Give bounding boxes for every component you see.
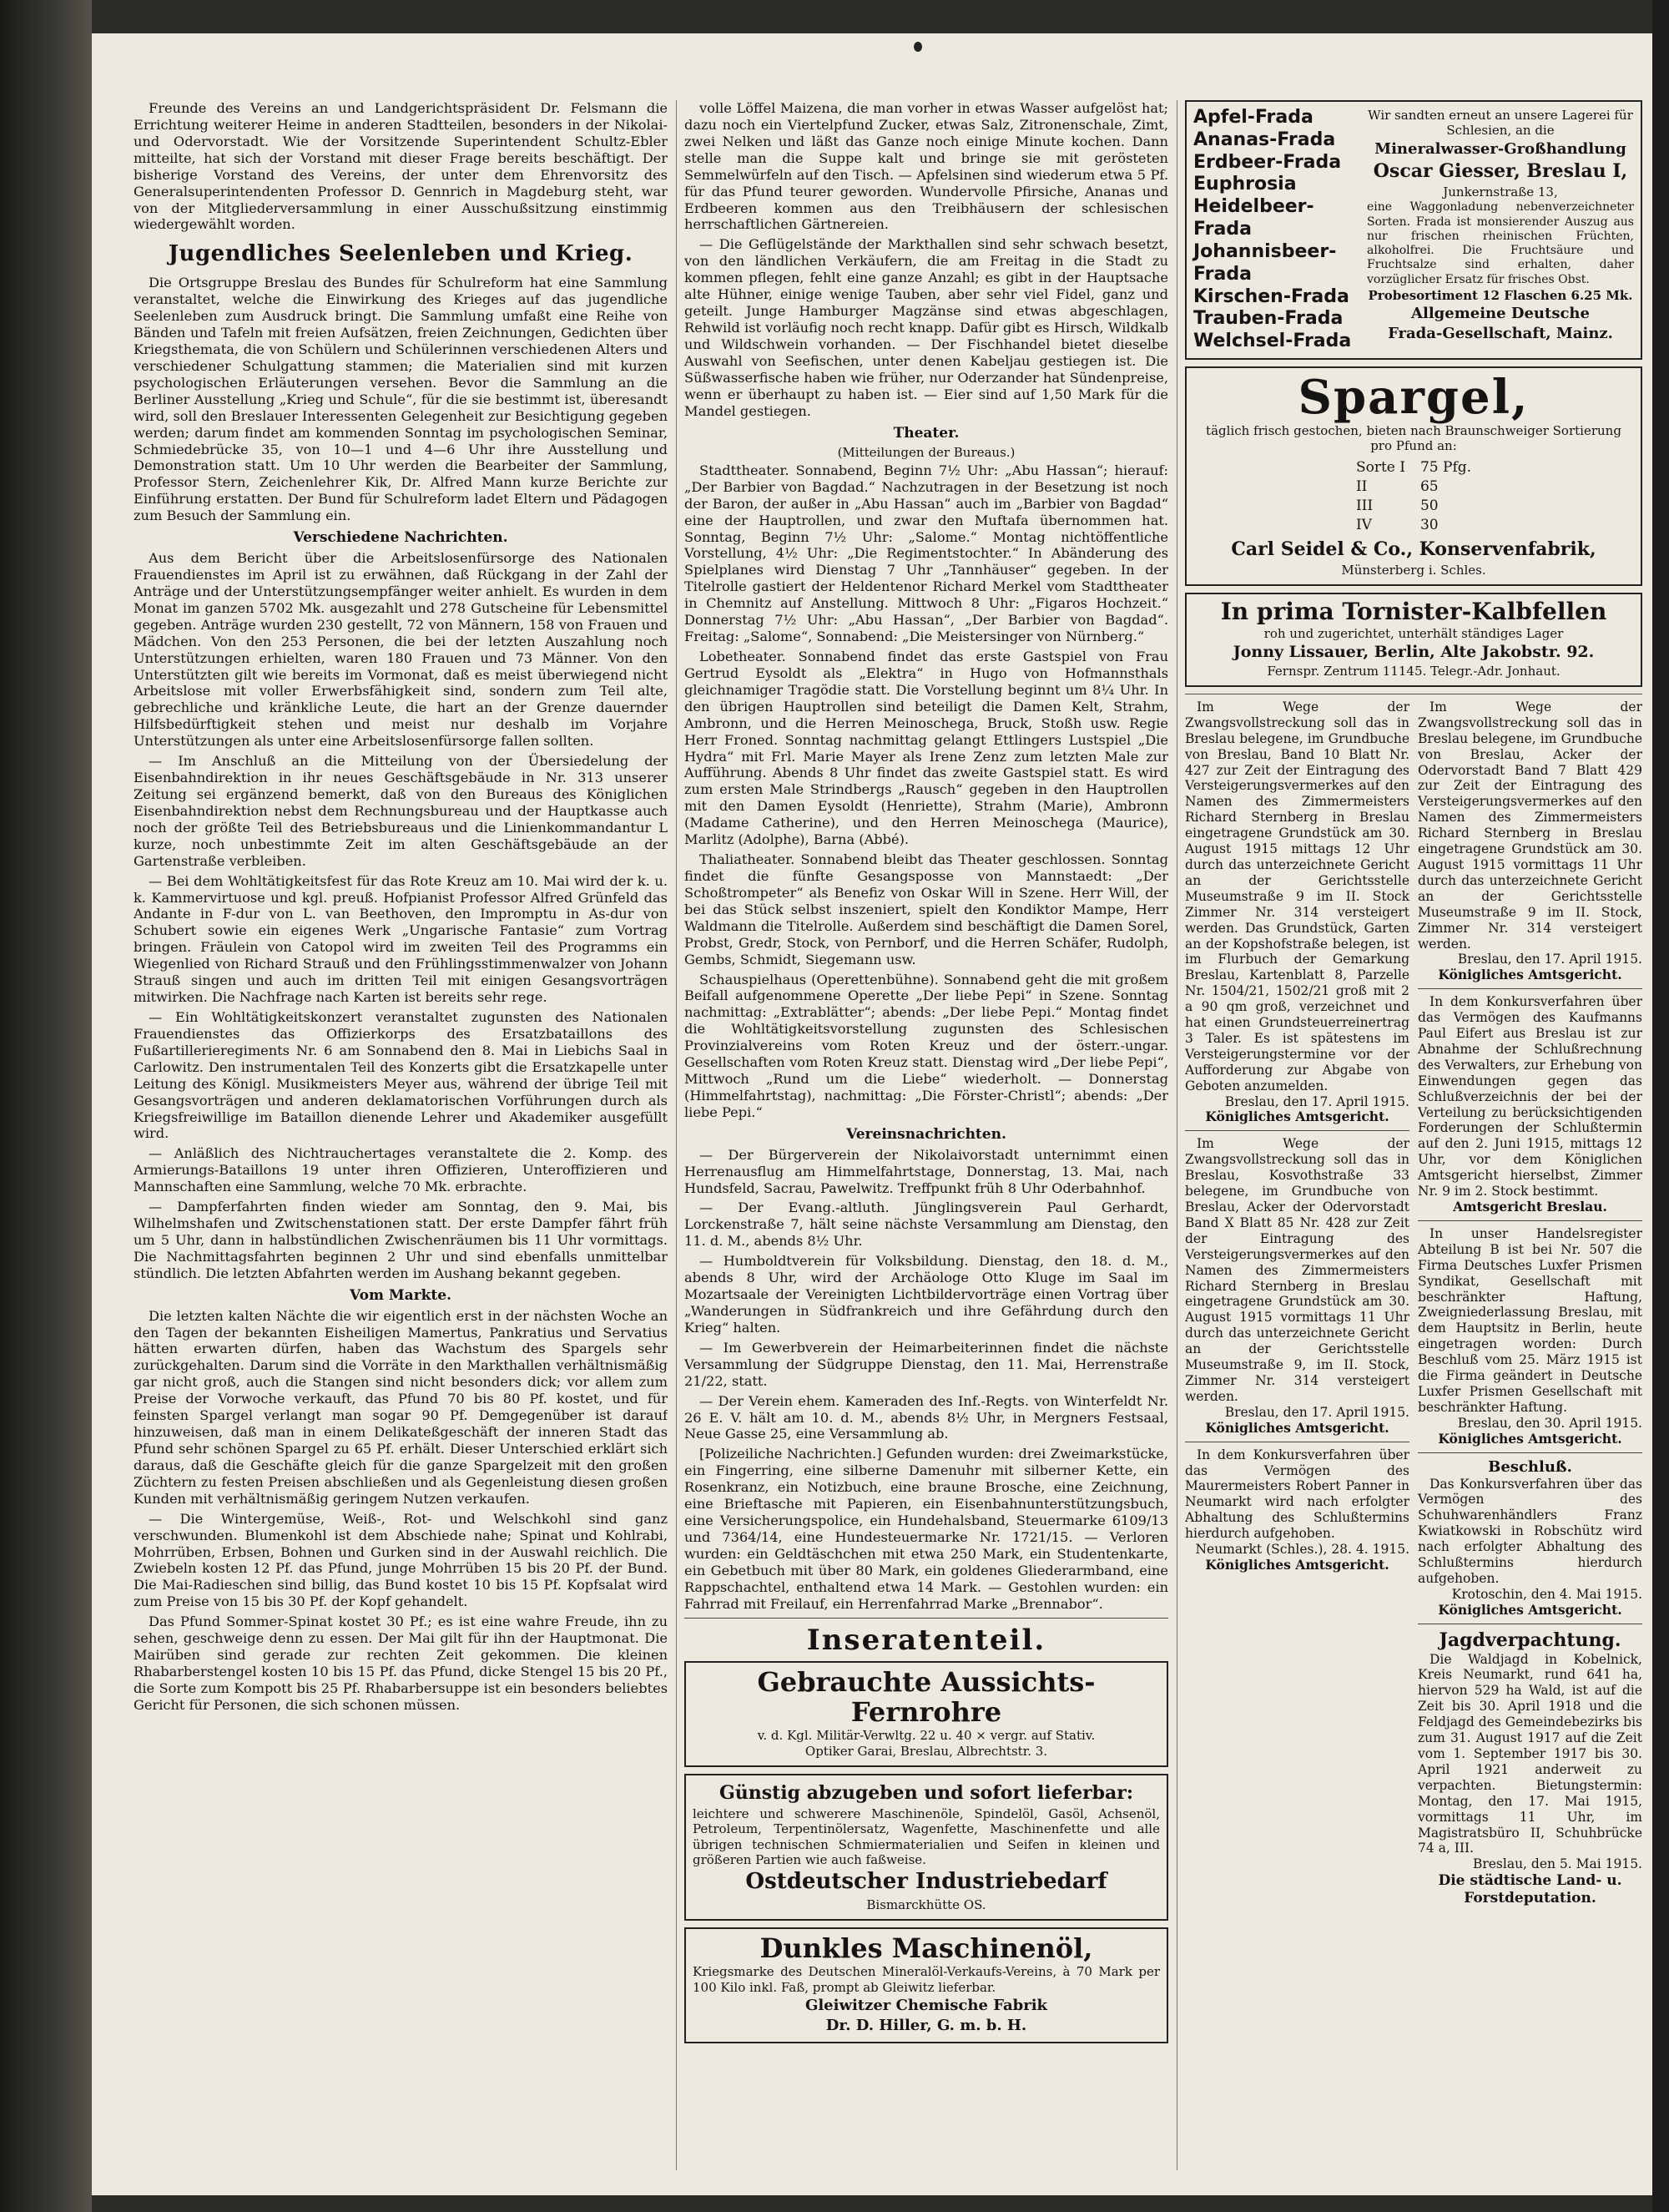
advert-firm: Jonny Lissauer, Berlin, Alte Jakobstr. 92. — [1233, 643, 1595, 662]
article-text: Das Pfund Sommer-Spinat kostet 30 Pf.; es ist eine wahre Freude, ihn zu sehen, geschweige denn zu essen. Der Mai gilt für ihn der Hauptmonat. Die Mairüben sind gerade zur rechten Zeit gekommen. Die kleinen Rhabarberstengel kosten 10 bis 15 Pf. das Pfund, dicke Stengel 15 bis 20 Pf., die Sorte zum Kompott bis 25 Pf. Rhabarbersuppe ist ein besonders beliebtes Gericht für Personen, die sich schonen müssen. — [134, 1614, 668, 1713]
table-cell: II — [1355, 477, 1368, 495]
article-text: Die Ortsgruppe Breslau des Bundes für Schulreform hat eine Sammlung veranstaltet, welche die Einwirkung des Krieges auf das jugendliche Seelenleben zum Ausdruck bringt. Die Sammlung umfaßt eine Reihe von Bänden und Tafeln mit freien Aufsätzen, freien Zeichnungen, Gedichten über Kriegsthemata, die von Schülern und Schülerinnen verschiedenen Alters und verschiedener Schulgattung stammen; die Materialien sind mit kurzen psychologischen Erläuterungen versehen. Bevor die Sammlung an die Berliner Ausstellung „Krieg und Schule“, für die sie bestimmt ist, überesandt wird, soll den Breslauer Interessenten Gelegenheit zur Besichtigung gegeben werden; darum findet am kommenden Sonntag im psychologischen Seminar, Schmiedebrücke 35, von 10—1 und 4—6 Uhr ihre Ausstellung und Demonstration statt. Um 10 Uhr werden die Bearbeiter der Sammlung, Professor Stern, Zeichenlehrer Kik, Dr. Alfred Mann kurze Berichte zur Einführung erstatten. Der Bund für Schulreform ladet Eltern und Pädagogen zum Besuch der Sammlung ein. — [134, 275, 668, 524]
advert-text: v. d. Kgl. Militär-Verwltg. 22 u. 40 × vergr. auf Stativ. — [757, 1727, 1096, 1743]
table-cell: 65 — [1419, 477, 1439, 495]
section-heading: Vom Markte. — [349, 1286, 452, 1304]
notice-signature: Königliches Amtsgericht. — [1438, 1601, 1622, 1618]
notice-text: Im Wege der Zwangsvollstreckung soll das in Breslau, Kosvothstraße 33 belegene, im Grundbuche von Breslau, Acker der Odervorstadt Band X Blatt 85 Nr. 428 zur Zeit der Eintragung des Versteigerungsvermerkes auf den Namen des Zimmermeisters Richard Sternberg in Breslau eingetragene Grundstück am 30. August 1915 vormittags 11 Uhr durch das unterzeichnete Gericht an der Gerichtsstelle Museumstraße 9, im II. Stock, Zimmer Nr. 314 versteigert werden. — [1185, 1136, 1409, 1404]
advert-frada — [1185, 100, 1642, 360]
article-text: Lobetheater. Sonnabend findet das erste Gastspiel von Frau Gertrud Eysoldt als „Elektra“ in Hugo von Hofmannsthals gleichnamiger Tragödie statt. Die Vorstellung beginnt um 8¼ Uhr. In den übrigen Hauptrollen sind beteiligt die Damen Kelt, Strahm, Ambronn, und die Herren Meinoschega, Bruck, Stoßh usw. Regie Herr Froned. Sonntag nachmittag gelangt Ettlingers Lustspiel „Die Hydra“ mit Frl. Marie Mayer als Irene Zenz zum letzten Male zur Aufführung. Abends 8 Uhr findet das zweite Gastspiel statt. Es wird zum ersten Male Strindbergs „Rausch“ gegeben in den Hauptrollen mit den Damen Eysoldt (Henriette), Strahm (Marie), Ambronn (Madame Catherine), und den Herren Meinoschega (Maurice), Marlitz (Adolphe), Barna (Abbé). — [684, 649, 1168, 848]
advert-title: Gebrauchte Aussichts-Fernrohre — [757, 1666, 1096, 1728]
divider — [1185, 1130, 1409, 1131]
advert-oils — [684, 1774, 1168, 1921]
article-text: — Die Wintergemüse, Weiß-, Rot- und Welschkohl sind ganz verschwunden. Blumenkohl ist dem Abschiede nahe; Spinat und Kohlrabi, Mohrrüben, Erbsen, Bohnen und Gurken sind in der Auswahl reichlich. Die Zwiebeln kosten 12 Pf. das Pfund, junge Mohrrüben 15 bis 20 Pf. der Bund. Die Mai-Radieschen sind billig, das Bund kostet 10 bis 15 Pf. Kopfsalat wird zum Preise von 15 bis 30 Pf. der Kopf gehandelt. — [134, 1510, 668, 1610]
advert-firm: Gleiwitzer Chemische Fabrik — [804, 1996, 1048, 2014]
advert-text: roh und zugerichtet, unterhält ständiges Lager — [1263, 625, 1564, 641]
notice-text: Die Waldjagd in Kobelnick, Kreis Neumarkt, rund 641 ha, hiervon 529 ha Wald, ist auf die Zeit bis 30. April 1918 und die Feldjagd des Gemeindebezirks bis zum 31. August 1917 auf die Zeit vom 1. September 1917 bis 30. April 1921 anderweit zu verpachten. Bietungstermin: Montag, den 17. Mai 1915, vormittags 11 Uhr, im Magistratsbüro II, Schuhbrücke 74 a, III. — [1418, 1651, 1642, 1856]
notice-date: Krotoschin, den 4. Mai 1915. — [1451, 1586, 1642, 1602]
advert-text: Kriegsmarke des Deutschen Mineralöl-Verkaufs-Vereins, à 70 Mark per 100 Kilo inkl. Faß, prompt ab Gleiwitz lieferbar. — [693, 1964, 1160, 1995]
price-table — [1348, 457, 1480, 536]
notice-text: Das Konkursverfahren über das Vermögen des Schuhwarenhändlers Franz Kwiatkowski in Robschütz wird nach erfolgter Abhaltung des Schlußtermins hierdurch aufgehoben. — [1418, 1476, 1642, 1586]
article-text: — Im Gewerbverein der Heimarbeiterinnen findet die nächste Versammlung der Südgruppe Dienstag, den 11. Mai, Herrenstraße 21/22, statt. — [684, 1339, 1168, 1389]
notice-date: Breslau, den 17. April 1915. — [1457, 952, 1642, 967]
article-text: — Dampferfahrten finden wieder am Sonntag, den 9. Mai, bis Wilhelmshafen und Zwitschenstationen statt. Der erste Dampfer fährt früh um 5 Uhr, dann in halbstündlichen Zwischenräumen bis 11 Uhr vormittags. Die Nachmittagsfahrten beginnen 2 Uhr und sind ebenfalls unmittelbar stündlich. Die letzten Abfahrten werden im Aushang bekannt gegeben. — [134, 1199, 668, 1281]
column-rule — [676, 100, 677, 2170]
table-row — [1349, 459, 1478, 477]
table-cell: 30 — [1419, 516, 1439, 533]
notice-date: Breslau, den 17. April 1915. — [1224, 1404, 1409, 1420]
advert-telescopes — [684, 1661, 1168, 1766]
notice-date: Breslau, den 5. Mai 1915. — [1472, 1856, 1642, 1872]
article-heading: Jugendliches Seelenleben und Krieg. — [168, 241, 633, 267]
article-text: — Die Geflügelstände der Markthallen sind sehr schwach besetzt, von den ländlichen Verkäufern, die am Freitag in die Stadt zu kommen pflegen, fehlt eine ganze Anzahl; es gibt in der Hauptsache alte Hühner, einige wenige Tauben, aber sehr viel Fidel, ganz und geteilt. Junge Hamburger Magzänse sind etwas abgeschlagen, Rehwild ist vorläufig noch recht knapp. Dafür gibt es Hirsch, Wildkalb und Wildschwein vorhanden. — Der Fischhandel bietet dieselbe Auswahl von Seefischen, unter denen Kabeljau gestiegen ist. Die Süßwasserfische haben wie früher, nur Oderzander hat Sündenpreise, wenn er überhaupt zu haben ist. — Eier sind auf 1,50 Mark für die Mandel gestiegen. — [684, 236, 1168, 419]
advert-title: Dunkles Maschinenöl, — [759, 1932, 1093, 1964]
table-cell: 75 Pfg. — [1419, 458, 1472, 476]
notice-signature: Königliches Amtsgericht. — [1205, 1556, 1389, 1573]
article-text: Freunde des Vereins an und Landgerichtspräsident Dr. Felsmann die Errichtung weiterer Heime in anderen Stadtteilen, besonders in der Nikolai- und Odervorstadt. Wie der Vorsitzende Superintendent Schultz-Ebler mitteilte, hat sich der Vorstand mit dieser Frage bereits beschäftigt. Der bisherige Vorstand des Vereins, der unter dem Ehrenvorsitz des Generalsuperintendenten Professor D. Gennrich in Magdeburg steht, war von der Mitgliederversammlung in einer Ausschußsitzung einstimmig wiedergewählt worden. — [134, 100, 668, 233]
article-text: — Der Bürgerverein der Nikolaivorstadt unternimmt einen Herrenausflug am Himmelfahrtstage, Donnerstag, 13. Mai, nach Hundsfeld, Sacrau, Pawelwitz. Treffpunkt früh 8 Uhr Oderbahnhof. — [684, 1146, 1168, 1196]
advert-text: Wir sandten erneut an unsere Lagerei für Schlesien, an die — [1368, 108, 1633, 139]
notice-title: Beschluß. — [1488, 1457, 1572, 1476]
notice-title: Jagdverpachtung. — [1439, 1629, 1621, 1651]
advert-text: Fernspr. Zentrum 11145. Telegr.-Adr. Jonhaut. — [1267, 664, 1561, 679]
table-cell: 50 — [1419, 497, 1439, 514]
advert-firm: Dr. D. Hiller, G. m. b. H. — [825, 2017, 1027, 2035]
section-heading: Theater. — [893, 424, 960, 442]
advert-text: leichtere und schwerere Maschinenöle, Spindelöl, Gasöl, Achsenöl, Petroleum, Terpentinölersatz, Wagenfette, Maschinenfette und alle übrigen technischen Schmiermaterialien und Seifen in kleinen und größeren Partien wie auch faßweise. — [693, 1805, 1160, 1868]
advert-text: Mineralwasser-Großhandlung — [1374, 139, 1626, 158]
notice-text: In dem Konkursverfahren über das Vermögen des Maurermeisters Robert Panner in Neumarkt wird nach erfolgter Abhaltung des Schlußtermins hierdurch aufgehoben. — [1185, 1447, 1409, 1542]
advert-title: Spargel, — [1298, 370, 1530, 426]
article-text: Thaliatheater. Sonnabend bleibt das Theater geschlossen. Sonntag findet die fünfte Gesangsposse von Mannstaedt: „Der Schoßtrompeter“ als Benefiz von Oskar Will in Szene. Herr Will, der bei das Stück selbst inszeniert, spielt den Kondiktor Mampe, Herr Waldmann die Titelrolle. Außerdem sind beschäftigt die Damen Sorel, Probst, Gredr, Stock, von Pernborf, und die Herren Schäfer, Rudolph, Gembs, Schmidt, Siegemann usw. — [684, 851, 1168, 967]
advert-firm: Frada-Gesellschaft, Mainz. — [1388, 325, 1613, 343]
article-text: volle Löffel Maizena, die man vorher in etwas Wasser aufgelöst hat; dazu noch ein Viertelpfund Zucker, etwas Salz, Zitronenschale, Zimt, zwei Nelken und läßt das Ganze noch einige Minute kochen. Dann stelle man die Suppe kalt und bringe sie mit gerösteten Semmelwürfeln auf den Tisch. — Apfelsinen sind wiederum etwa 5 Pf. für das Pfund teurer geworden. Wundervolle Pfirsiche, Ananas und Erdbeeren kommen aus den Treibhäusern der schlesischen herrschaftlichen Gärtnereien. — [684, 100, 1168, 233]
advert-text: Bismarckhütte OS. — [866, 1897, 986, 1913]
divider — [1418, 1220, 1642, 1221]
advert-text: eine Waggonladung nebenverzeichneter Sorten. Frada ist monsierender Auszug aus nur frischen rheinischen Früchten, alkoholfrei. Die Fruchtsäure und Fruchtsalze sind erhalten, daher vorzüglicher Ersatz für frisches Obst. — [1367, 200, 1634, 286]
notice-text: In dem Konkursverfahren über das Vermögen des Kaufmanns Paul Eifert aus Breslau ist zur Abnahme der Schlußrechnung des Verwalters, zur Erhebung von Einwendungen gegen das Schlußverzeichnis der bei der Verteilung zu berücksichtigenden Forderungen der Schlußtermin auf den 2. Juni 1915, mittags 12 Uhr, vor dem Königlichen Amtsgericht hierselbst, Zimmer Nr. 9 im 2. Stock bestimmt. — [1418, 994, 1642, 1199]
article-text: — Humboldtverein für Volksbildung. Dienstag, den 18. d. M., abends 8 Uhr, wird der Archäologe Otto Kluge im Saal im Mozartsaale der Vereinigten Lichtbildervorträge einen Vortrag über „Wanderungen in Südfrankreich und ihre Gefährdung durch den Krieg“ halten. — [684, 1253, 1168, 1336]
article-text: Schauspielhaus (Operettenbühne). Sonnabend geht die mit großem Beifall aufgenommene Operette „Der liebe Pepi“ in Szene. Sonntag nachmittag: „Extrablätter“; abends: „Der liebe Pepi.“ Montag findet die Wohltätigkeitsvorstellung zugunsten des Schlesischen Provinzialvereins vom Roten Kreuz und der österr.-ungar. Gesellschaften vom Roten Kreuz statt. Dienstag wird „Der liebe Pepi“, Mittwoch „Rund um die Liebe“ wiederholt. — Donnerstag (Himmelfahrtstag), nachmittag: „Die Förster-Christl“; abends: „Der liebe Pepi.“ — [684, 971, 1168, 1120]
frada-product-list — [1193, 107, 1360, 353]
article-text: Stadttheater. Sonnabend, Beginn 7½ Uhr: „Abu Hassan“; hierauf: „Der Barbier von Bagdad.“ Nachzutragen in der Besetzung ist noch der Baron, der außer in „Abu Hassan“ auch im „Barbier von Bagdad“ eine der Hauptrollen, und zwar den Muftafa übernommen hat. Sonntag, Beginn 7½ Uhr: „Salome.“ Montag nichtöffentliche Vorstellung, 4½ Uhr: „Die Regimentstochter.“ In Abänderung des Spielplanes wird Dienstag 7 Uhr „Tannhäuser“ gegeben. In der Titelrolle gastiert der Heldentenor Richard Merkel vom Stadttheater in Chemnitz auf Anstellung. Mittwoch 8 Uhr: „Figaros Hochzeit.“ Donnerstag 7½ Uhr: „Abu Hassan“, „Der Barbier von Bagdad“. Freitag: „Salome“, Sonnabend: „Die Meistersinger von Nürnberg.“ — [684, 462, 1168, 645]
article-text: [Polizeiliche Nachrichten.] Gefunden wurden: drei Zweimarkstücke, ein Fingerring, eine silberne Damenuhr mit silberner Kette, ein Rosenkranz, ein Notizbuch, eine braune Brosche, eine Zeichnung, eine Brieftasche mit Papieren, ein Eisenbahnunterstützungsbuch, eine Versicherungspolice, ein Hundehalsband, Steuermarke 6109/13 und 7364/14, eine Hundesteuermarke Nr. 1721/15. — Verloren wurden: ein Geldtäschchen mit etwa 250 Mark, ein Studentenkarte, ein Gebetbuch mit über 80 Mark, ein goldenes Gliederarmband, eine Rappschachtel, enthaltend etwa 14 Mark. — Gestohlen wurden: ein Fahrrad mit Freilauf, ein Herrenfahrrad Marke „Brennabor“. — [684, 1446, 1168, 1612]
article-text: — Anläßlich des Nichtrauchertages veranstaltete die 2. Komp. des Armierungs-Bataillons 19 unter ihren Offizieren, Unteroffizieren und Mannschaften eine Sammlung, welche 70 Mk. erbrachte. — [134, 1145, 668, 1195]
frada-product: Johannisbeer-Frada — [1193, 240, 1337, 285]
article-text: Aus dem Bericht über die Arbeitslosenfürsorge des Nationalen Frauendienstes im April ist zu erwähnen, daß Rückgang in der Zahl der Anträge und der Unterstützungsempfänger weiter anhielt. Es wurden in dem Monat im ganzen 5702 Mk. ausgezahlt und 278 Gutscheine für Lebensmittel gegeben. Anträge wurden 230 gestellt, 72 von Männern, 158 von Frauen und Mädchen. Von den 253 Personen, die bei der letzten Auszahlung noch Unterstützungen erhielten, waren 180 Frauen und 73 Männer. Von den Unterstützten gilt wie bereits im Vormonat, daß es meist überwiegend nicht Arbeitslose mit voller Erwerbsfähigkeit sind, sondern zum Teil alte, gebrechliche und kränkliche Leute, die hart an der Grenze dauernder Hilfsbedürftigkeit stehen und meist nur deshalb im Vorjahre Unterstützungen als unter eine Arbeitslosenfürsorge fallen sollten. — [134, 550, 668, 750]
divider — [1418, 988, 1642, 989]
advert-section-heading: Inseratenteil. — [806, 1623, 1046, 1657]
article-text: — Der Evang.-altluth. Jünglingsverein Paul Gerhardt, Lorckenstraße 7, hält seine nächste Versammlung am Dienstag, den 11. d. M., abends 8½ Uhr. — [684, 1199, 1168, 1250]
advert-title: Günstig abzugeben und sofort lieferbar: — [719, 1781, 1134, 1804]
page-edge — [1652, 0, 1669, 2212]
table-cell: III — [1355, 497, 1374, 514]
article-text: — Im Anschluß an die Mitteilung von der Übersiedelung der Eisenbahndirektion in ihr neues Geschäftsgebäude in Nr. 313 unserer Zeitung sei ergänzend bemerkt, daß von den Bureaus des Königlichen Eisenbahndirektion nebst dem Rechnungsbureau und der Hauptkasse auch noch der größte Teil des Betriebsbureaus und die Linienkommandantur L kurze, noch unbestimmte Zeit im alten Geschäftsgebäude an der Gartenstraße verbleiben. — [134, 753, 668, 869]
notice-signature: Amtsgericht Breslau. — [1453, 1199, 1607, 1215]
divider — [684, 1618, 1168, 1619]
column-2 — [684, 100, 1168, 2170]
advert-firm: Ostdeutscher Industriebedarf — [745, 1869, 1107, 1895]
advert-text: Optiker Garai, Breslau, Albrechtstr. 3. — [804, 1744, 1048, 1760]
notice-text: Im Wege der Zwangsvollstreckung soll das in Breslau belegene, im Grundbuche von Breslau, Band 10 Blatt Nr. 427 zur Zeit der Eintragung des Versteigerungsvermerkes auf den Namen des Zimmermeisters Richard Sternberg in Breslau eingetragene Grundstück am 30. August 1915 mittags 12 Uhr durch das unterzeichnete Gericht an der Gerichtsstelle Museumstraße 9 im II. Stock Zimmer Nr. 314 versteigert werden. Das Grundstück, Garten an der Kopshofstraße belegen, ist im Flurbuch der Gemarkung Breslau, Kartenblatt 8, Parzelle Nr. 1504/21, 1502/21 groß mit 2 a 90 qm groß, verzeichnet und hat einen Grundsteuerreinertrag 3 Taler. Es ist spätestens im Versteigerungstermine vor der Aufforderung zur Abgabe von Geboten anzumelden. — [1185, 699, 1409, 1093]
advert-title: In prima Tornister-Kalbfellen — [1220, 597, 1607, 625]
article-text: — Bei dem Wohltätigkeitsfest für das Rote Kreuz am 10. Mai wird der k. u. k. Kammervirtuose und kgl. preuß. Hofpianist Professor Alfred Grünfeld das Andante in F-dur von L. van Beethoven, den Impromptu in As-dur von Schubert sowie ein eigenes Werk „Ungarische Fantasie“ zum Vortrag bringen. Fräulein von Catopol wird im zweiten Teil des Programms ein Wiegenlied von Richard Strauß und den Frühlingsstimmenwalzer von Johann Strauß singen und auch im dritten Teil mit einigen Gesangsvorträgen mitwirken. Die Nachfrage nach Karten ist bereits sehr rege. — [134, 872, 668, 1006]
frada-product: Apfel-Frada — [1193, 107, 1314, 128]
notice-date: Breslau, den 30. April 1915. — [1457, 1415, 1642, 1431]
advert-spargel — [1185, 366, 1642, 586]
notice-signature: Königliches Amtsgericht. — [1438, 1430, 1622, 1447]
column-1 — [134, 100, 668, 2170]
advert-text: Münsterberg i. Schles. — [1341, 563, 1486, 578]
frada-product: Kirschen-Frada — [1193, 285, 1349, 307]
page-mark — [914, 42, 922, 52]
legal-notices — [1185, 694, 1642, 1907]
section-heading: Vereinsnachrichten. — [846, 1125, 1006, 1143]
notice-column-right — [1418, 699, 1642, 1907]
notice-signature: Königliches Amtsgericht. — [1205, 1109, 1389, 1125]
section-heading: Verschiedene Nachrichten. — [293, 529, 508, 547]
table-cell: Sorte I — [1355, 458, 1405, 476]
advert-firm: Carl Seidel & Co., Konservenfabrik, — [1231, 538, 1596, 561]
table-row — [1349, 517, 1478, 534]
notice-column-left — [1185, 699, 1409, 1907]
advert-machine-oil — [684, 1927, 1168, 2043]
frada-product: Welchsel-Frada — [1193, 331, 1352, 352]
advert-firm: Oscar Giesser, Breslau I, — [1373, 160, 1628, 182]
article-text: — Der Verein ehem. Kameraden des Inf.-Regts. von Winterfeldt Nr. 26 E. V. hält am 10. d. M., abends 8½ Uhr, in Mergners Festsaal, Neue Gasse 25, eine Versammlung ab. — [684, 1392, 1168, 1442]
notice-date: Breslau, den 17. April 1915. — [1224, 1093, 1409, 1109]
frada-product: Euphrosia — [1193, 174, 1297, 195]
table-row — [1349, 497, 1478, 515]
notice-signature: Königliches Amtsgericht. — [1438, 967, 1622, 983]
section-subheading: (Mitteilungen der Bureaus.) — [837, 445, 1016, 461]
advert-text: Junkernstraße 13, — [1443, 184, 1558, 200]
advert-firm: Allgemeine Deutsche — [1411, 305, 1590, 323]
book-binding-gutter — [0, 0, 92, 2212]
column-3 — [1185, 100, 1642, 2170]
notice-date: Neumarkt (Schles.), 28. 4. 1915. — [1195, 1542, 1409, 1558]
article-text: Die letzten kalten Nächte die wir eigentlich erst in der nächsten Woche an den Tagen der bekannten Eisheiligen Mamertus, Pankratius und Servatius hätten erwarten dürfen, haben das Wachstum des Spargels sehr zurückgehalten. Darum sind die Vorräte in den Markthallen verhältnismäßig gar nicht groß, auch die Stangen sind nicht besonders dick; vor allem zum Preise der Vorwoche verkauft, das Pfund 70 bis 80 Pf. kostet, und für feinsten Spargel verlangt man sogar 90 Pf. Demgegenüber ist darauf hinzuweisen, daß man in einem Delikateßgeschäft der inneren Stadt das Pfund sehr schönen Spargel zu 65 Pf. erhält. Dieser Unterschied erklärt sich daraus, daß die Geschäfte gleich für die ganze Spargelzeit mit den großen Züchtern zu festen Preisen abschließen und als Gegenleistung diesen großen Kunden mit verhältnismäßig geringem Nutzen verkaufen. — [134, 1307, 668, 1507]
divider — [1418, 1452, 1642, 1453]
frada-product: Ananas-Frada — [1193, 129, 1336, 150]
notice-signature: Königliches Amtsgericht. — [1205, 1419, 1389, 1436]
table-row — [1349, 478, 1478, 496]
frada-product: Erdbeer-Frada — [1193, 151, 1342, 173]
notice-signature: Die städtische Land- u. Forstdeputation. — [1438, 1872, 1622, 1906]
advert-text: Probesortiment 12 Flaschen 6.25 Mk. — [1368, 287, 1633, 303]
advert-tornister — [1185, 593, 1642, 687]
frada-product: Heidelbeer-Frada — [1193, 196, 1314, 240]
advert-text: täglich frisch gestochen, bieten nach Braunschweiger Sortierung pro Pfund an: — [1206, 422, 1621, 454]
article-text: — Ein Wohltätigkeitskonzert veranstaltet zugunsten des Nationalen Frauendienstes das Offizierkorps des Ersatzbataillons des Fußartillerieregiments Nr. 6 am Sonnabend den 8. Mai in Liebichs Saal in Carlowitz. Den instrumentalen Teil des Konzerts gibt die Ersatzkapelle unter Leitung des Königl. Musikmeisters Meyer aus, während der übrige Teil mit Gesangsvorträgen und anderen deklamatorischen Vorführungen durch als Kriegsfreiwillige im Bataillon dienende Lehrer und Akademiker ausgefüllt wird. — [134, 1008, 668, 1142]
notice-text: Im Wege der Zwangsvollstreckung soll das in Breslau belegene, im Grundbuche von Breslau, Acker der Odervorstadt Band 7 Blatt 429 zur Zeit der Eintragung des Versteigerungsvermerkes auf den Namen des Zimmermeisters Richard Sternberg in Breslau eingetragene Grundstück am 30. August 1915 vormittags 11 Uhr durch das unterzeichnete Gericht an der Gerichtsstelle Museumstraße 9 im II. Stock, Zimmer Nr. 314 versteigert werden. — [1418, 699, 1642, 952]
notice-text: In unser Handelsregister Abteilung B ist bei Nr. 507 die Firma Deutsches Luxfer Prismen Syndikat, Gesellschaft mit beschränkter Haftung, Zweigniederlassung Breslau, mit dem Hauptsitz in Berlin, heute eingetragen worden: Durch Beschluß vom 25. März 1915 ist die Firma geändert in Deutsche Luxfer Prismen Gesellschaft mit beschränkter Haftung. — [1418, 1225, 1642, 1415]
table-cell: IV — [1355, 516, 1372, 533]
frada-product: Trauben-Frada — [1193, 308, 1344, 330]
